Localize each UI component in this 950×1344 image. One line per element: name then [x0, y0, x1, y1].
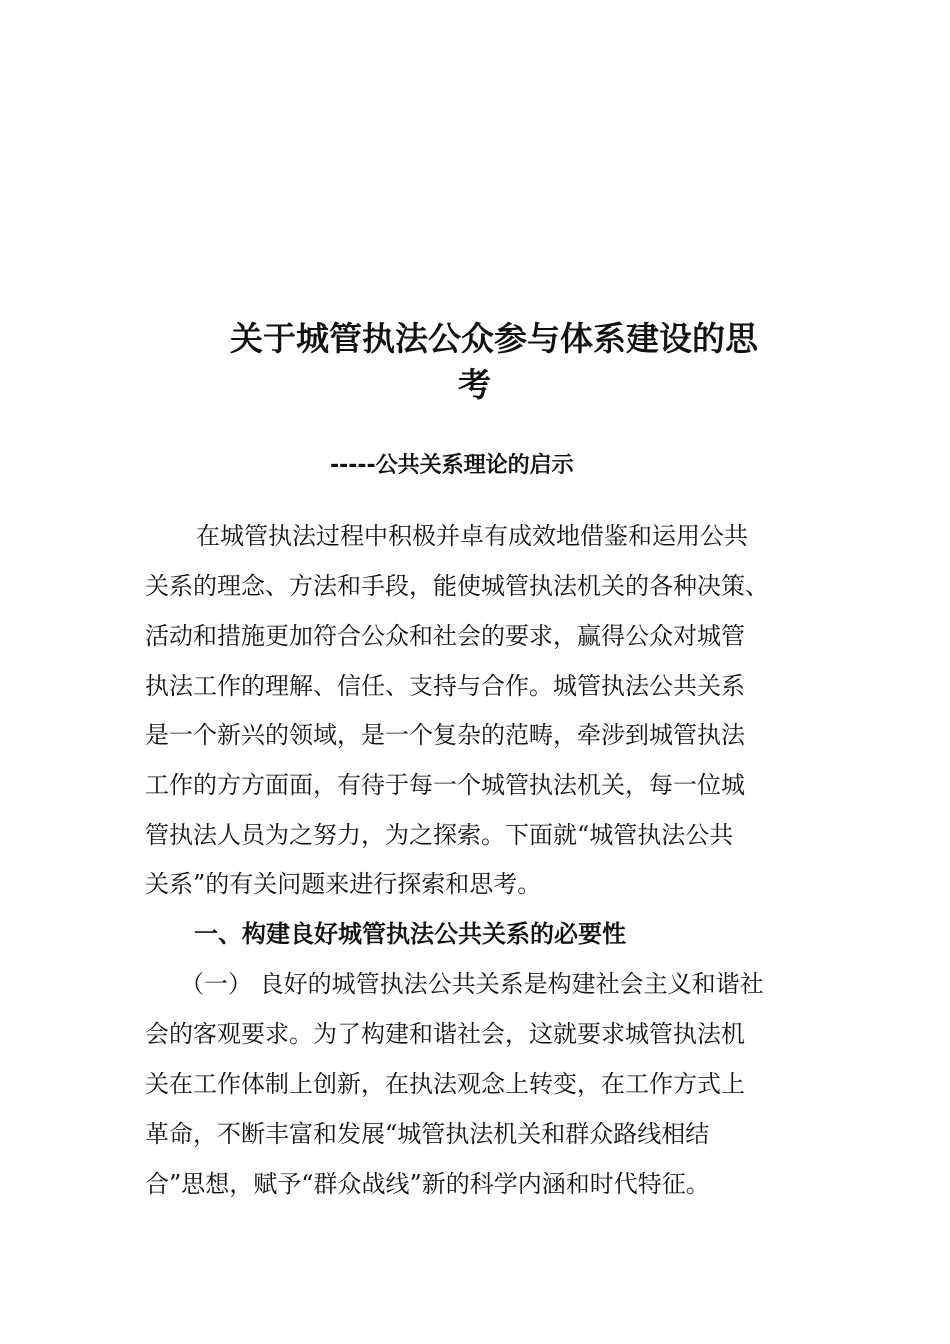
- document-title-continued: 考: [458, 365, 491, 404]
- paragraph-line: 在城管执法过程中积极并卓有成效地借鉴和运用公共: [196, 522, 748, 550]
- paragraph-line: 是一个新兴的领域，是一个复杂的范畴，牵涉到城管执法: [145, 721, 745, 749]
- document-subtitle: -----公共关系理论的启示: [330, 453, 574, 478]
- paragraph-line: 执法工作的理解、信任、支持与合作。城管执法公共关系: [145, 672, 745, 700]
- section-heading: 一、构建良好城管执法公共关系的必要性: [194, 920, 626, 948]
- paragraph-line: 管执法人员为之努力，为之探索。下面就“城管执法公共: [145, 821, 734, 849]
- paragraph-line: 革命，不断丰富和发展“城管执法机关和群众路线相结: [145, 1120, 710, 1148]
- paragraph-line: （一） 良好的城管执法公共关系是构建社会主义和谐社: [180, 970, 764, 998]
- paragraph-line: 关系”的有关问题来进行探索和思考。: [145, 870, 542, 898]
- paragraph-line: 关系的理念、方法和手段，能使城管执法机关的各种决策、: [145, 572, 769, 600]
- paragraph-line: 合”思想，赋予“群众战线”新的科学内涵和时代特征。: [145, 1170, 710, 1198]
- document-title: 关于城管执法公众参与体系建设的思: [230, 319, 758, 358]
- paragraph-line: 活动和措施更加符合公众和社会的要求，赢得公众对城管: [145, 622, 745, 650]
- paragraph-line: 会的客观要求。为了构建和谐社会，这就要求城管执法机: [145, 1020, 745, 1048]
- paragraph-line: 工作的方方面面，有待于每一个城管执法机关，每一位城: [145, 771, 745, 799]
- paragraph-line: 关在工作体制上创新，在执法观念上转变，在工作方式上: [145, 1070, 745, 1098]
